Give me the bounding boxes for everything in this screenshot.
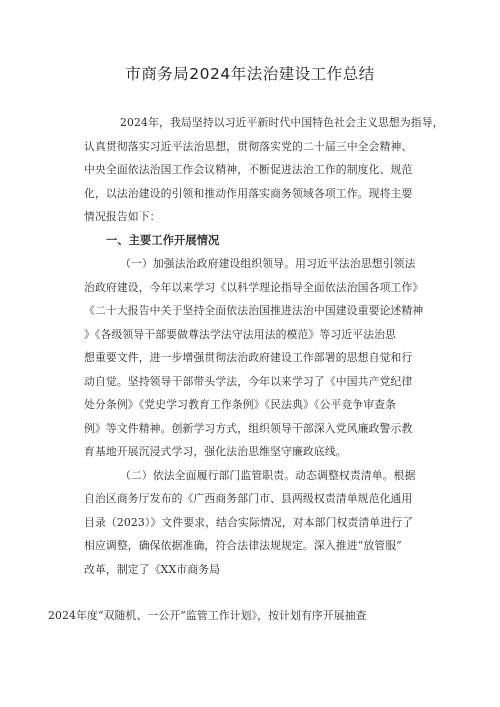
intro-paragraph <box>84 111 444 229</box>
text-line: 目录（2023）》文件要求，结合实际情况，对本部门权责清单进行了 <box>84 515 414 529</box>
document-title: 市商务局2024年法治建设工作总结 <box>125 65 375 83</box>
text-line: 处分条例》《党史学习教育工作条例》《民法典》《公平竞争审查条 <box>84 398 397 411</box>
text-line: 2024年度“双随机、一公开”监管工作计划》，按计划有序开展抽查 <box>48 609 367 622</box>
text-line: 化，以法治建设的引领和推动作用落实商务领域各项工作。现将主要 <box>84 186 413 200</box>
text-line: 育基地开展沉浸式学习，强化法治思维坚守廉政底线。 <box>84 445 347 458</box>
text-line: 中央全面依法治国工作会议精神，不断促进法治工作的制度化、规范 <box>84 163 413 176</box>
text-line: 动自觉。坚持领导干部带头学法，今年以来学习了《中国共产党纪律 <box>84 374 413 388</box>
text-line: 》《各级领导干部要做尊法学法守法用法的模范》等习近平法治思 <box>84 327 397 341</box>
text-line: 自治区商务厅发布的《广西商务部门市、县两级权责清单规范化通用 <box>84 492 413 505</box>
text-line: 想重要文件，进一步增强贯彻法治政府建设工作部署的思想自觉和行 <box>84 351 413 364</box>
section-heading: 一、主要工作开展情况 <box>106 233 220 247</box>
text-line: 治政府建设，今年以来学习《以科学理论指导全面依法治国各项工作》 <box>84 280 424 294</box>
paragraph-gap <box>84 581 422 604</box>
text-line: 例》等文件精神。创新学习方式，组织领导干部深入党风廉政警示教 <box>84 421 413 435</box>
text-line: 情况报告如下： <box>84 210 161 223</box>
text-line: （二）依法全面履行部门监管职责。动态调整权责清单。根据 <box>120 468 416 482</box>
text-line: （一）加强法治政府建设组织领导。用习近平法治思想引领法 <box>120 257 416 270</box>
text-line: 《二十大报告中关于坚持全面依法治国推进法治中国建设重要论述精神 <box>84 304 424 317</box>
text-line: 改革，制定了《XX市商务局 <box>84 562 221 576</box>
text-line: 相应调整，确保依据准确，符合法律法规规定。深入推进“放管服” <box>84 539 402 552</box>
text-line: 2024年，我局坚持以习近平新时代中国特色社会主义思想为指导， <box>120 116 444 129</box>
text-line: 认真贯彻落实习近平法治思想，贯彻落实党的二十届三中全会精神、 <box>84 139 413 153</box>
paragraph-two <box>84 464 422 582</box>
document-body <box>48 111 444 628</box>
paragraph-one <box>84 252 422 464</box>
